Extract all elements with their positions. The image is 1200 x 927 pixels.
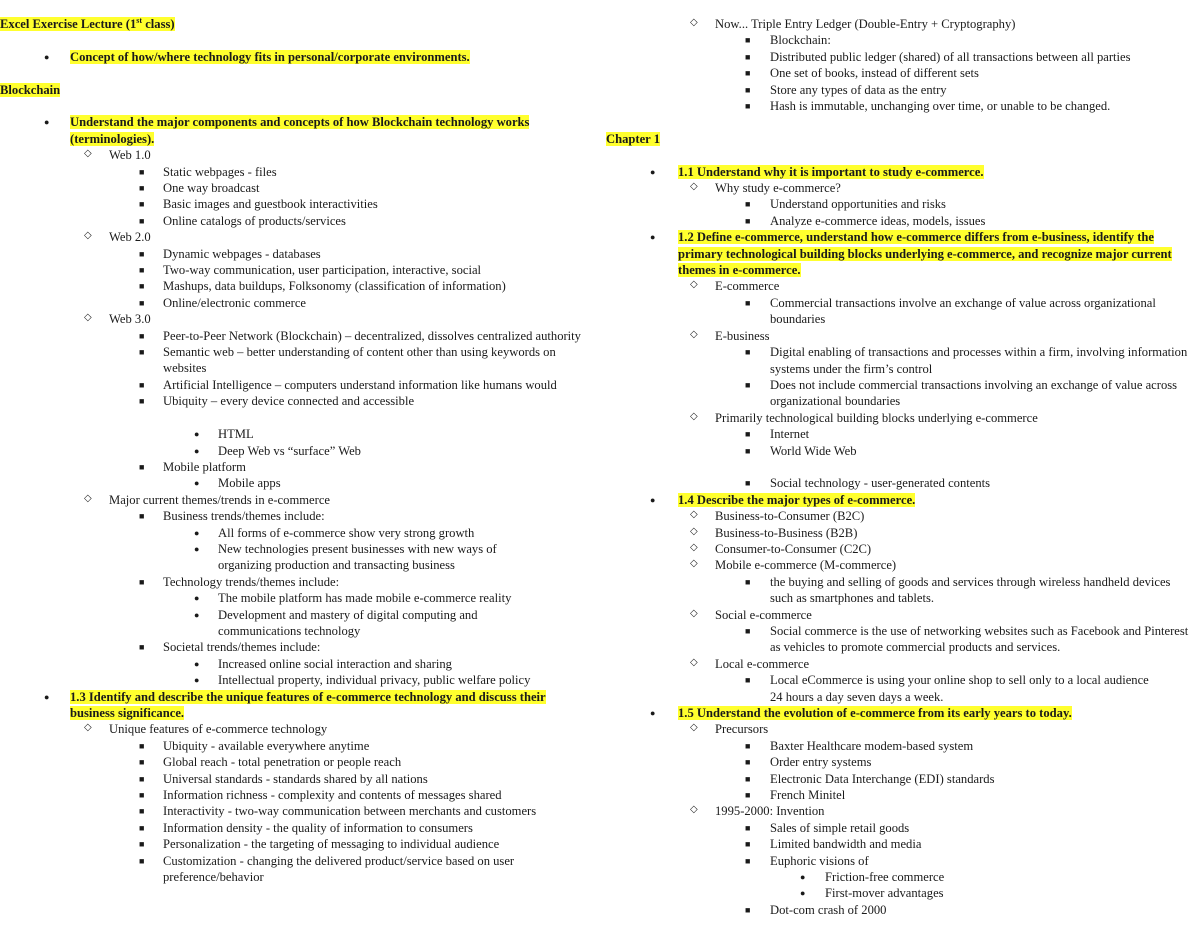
bullet-square-icon: ■ bbox=[139, 215, 145, 226]
bullet-square-icon: ■ bbox=[745, 429, 751, 440]
ebusiness-item: ◇ E-business bbox=[690, 328, 770, 343]
bullet-square-icon: ■ bbox=[745, 215, 751, 226]
list-item: ■ Hash is immutable, unchanging over time, or unable to be changed. bbox=[745, 99, 1111, 114]
list-item: ● HTML bbox=[194, 427, 254, 442]
bullet-square-icon: ■ bbox=[139, 642, 145, 653]
list-item: ■ Sales of simple retail goods bbox=[745, 820, 910, 835]
list-item: ◇ Mobile e-commerce (M-commerce) bbox=[690, 558, 897, 573]
bullet-diamond-icon: ◇ bbox=[690, 17, 698, 28]
bullet-dot-icon: ● bbox=[650, 232, 656, 243]
left-column bbox=[0, 16, 592, 885]
bullet-dot-icon: ● bbox=[194, 658, 200, 669]
bullet-square-icon: ■ bbox=[139, 806, 145, 817]
trends-item: ◇ Major current themes/trends in e-commerce bbox=[84, 492, 330, 507]
bullet-square-icon: ■ bbox=[139, 330, 145, 341]
list-item: ● Development and mastery of digital computing and communications technology bbox=[194, 607, 478, 638]
bullet-dot-icon: ● bbox=[194, 593, 200, 604]
list-item: ● Mobile apps bbox=[194, 476, 281, 491]
bullet-square-icon: ■ bbox=[745, 347, 751, 358]
bullet-square-icon: ■ bbox=[745, 199, 751, 210]
bullet-square-icon: ■ bbox=[745, 855, 751, 866]
list-item: ■ Blockchain: bbox=[745, 33, 831, 48]
bullet-square-icon: ■ bbox=[745, 379, 751, 390]
bullet-dot-icon: ● bbox=[650, 708, 656, 719]
bullet-square-icon: ■ bbox=[745, 757, 751, 768]
list-item: ■ Customization - changing the delivered product/service based on user preference/behavior bbox=[139, 853, 515, 885]
bullet-dot-icon: ● bbox=[194, 478, 200, 489]
bullet-diamond-icon: ◇ bbox=[690, 607, 698, 619]
bullet-square-icon: ■ bbox=[745, 740, 751, 751]
bullet-square-icon: ■ bbox=[745, 51, 751, 62]
bullet-dot-icon: ● bbox=[194, 543, 200, 554]
list-item: ■ World Wide Web bbox=[745, 443, 857, 458]
list-item: ■ Personalization - the targeting of messaging to individual audience bbox=[139, 837, 500, 852]
blocks-item: ◇ Primarily technological building blocks underlying e-commerce bbox=[690, 410, 1038, 425]
bullet-diamond-icon: ◇ bbox=[690, 804, 698, 816]
bullet-square-icon: ■ bbox=[139, 166, 145, 177]
list-item: ■ Local eCommerce is using your online shop to sell only to a local audience 24 hours a day seven days a week. bbox=[745, 673, 1149, 704]
bullet-square-icon: ■ bbox=[139, 822, 145, 833]
bullet-square-icon: ■ bbox=[745, 773, 751, 784]
bullet-dot-icon: ● bbox=[800, 872, 806, 883]
social-item: ◇ Social e-commerce bbox=[690, 607, 812, 622]
bullet-square-icon: ■ bbox=[139, 183, 145, 194]
bullet-square-icon: ■ bbox=[745, 478, 751, 489]
chapter-header: Chapter 1 bbox=[606, 131, 660, 146]
list-item: ● All forms of e-commerce show very strong growth bbox=[194, 525, 475, 540]
list-item: ● New technologies present businesses with new ways of organizing production and transacting business bbox=[194, 541, 497, 573]
section-1-4: ● 1.4 Describe the major types of e-commerce. bbox=[650, 492, 916, 507]
list-item: ■ Dot-com crash of 2000 bbox=[745, 902, 887, 917]
bullet-dot-icon: ● bbox=[44, 691, 50, 702]
bullet-diamond-icon: ◇ bbox=[690, 181, 698, 193]
list-item: ◇ Business-to-Business (B2B) bbox=[690, 525, 858, 540]
bullet-square-icon: ■ bbox=[139, 757, 145, 768]
lecture-title: Excel Exercise Lecture (1st class) bbox=[0, 15, 175, 31]
bullet-dot-icon: ● bbox=[650, 166, 656, 177]
list-item: ■ Mobile platform bbox=[139, 459, 246, 474]
bullet-dot-icon: ● bbox=[800, 888, 806, 899]
list-item: ■ Analyze e-commerce ideas, models, issues bbox=[745, 213, 986, 228]
list-item: ■ Societal trends/themes include: bbox=[139, 640, 321, 655]
bullet-square-icon: ■ bbox=[745, 625, 751, 636]
bullet-square-icon: ■ bbox=[745, 576, 751, 587]
list-item: ■ Static webpages - files bbox=[139, 164, 277, 179]
list-item: ■ Artificial Intelligence – computers understand information like humans would bbox=[139, 377, 557, 392]
bullet-diamond-icon: ◇ bbox=[690, 656, 698, 668]
list-item: ■ Electronic Data Interchange (EDI) standards bbox=[745, 771, 995, 786]
bullet-square-icon: ■ bbox=[139, 297, 145, 308]
understand-item: ● Understand the major components and concepts of how Blockchain technology works (terminologies). bbox=[44, 115, 530, 146]
list-item: ■ Digital enabling of transactions and processes within a firm, involving information systems under the firm’s control bbox=[745, 345, 1188, 376]
list-item: ■ Limited bandwidth and media bbox=[745, 837, 922, 852]
bullet-dot-icon: ● bbox=[194, 445, 200, 456]
list-item: ● Increased online social interaction and sharing bbox=[194, 656, 452, 671]
bullet-square-icon: ■ bbox=[139, 839, 145, 850]
bullet-square-icon: ■ bbox=[139, 265, 145, 276]
bullet-square-icon: ■ bbox=[745, 839, 751, 850]
list-item: ■ Ubiquity – every device connected and accessible bbox=[139, 394, 415, 409]
bullet-square-icon: ■ bbox=[139, 379, 145, 390]
bullet-square-icon: ■ bbox=[139, 248, 145, 259]
bullet-dot-icon: ● bbox=[194, 609, 200, 620]
bullet-square-icon: ■ bbox=[745, 297, 751, 308]
list-item: ■ Store any types of data as the entry bbox=[745, 82, 947, 97]
list-item: ◇ Consumer-to-Consumer (C2C) bbox=[690, 541, 872, 556]
list-item: ■ Online catalogs of products/services bbox=[139, 213, 346, 228]
list-item: ● Friction-free commerce bbox=[800, 870, 945, 885]
bullet-square-icon: ■ bbox=[745, 822, 751, 833]
list-item: ■ Commercial transactions involve an exchange of value across organizational boundaries bbox=[745, 295, 1156, 327]
list-item: ■ Business trends/themes include: bbox=[139, 509, 325, 524]
bullet-square-icon: ■ bbox=[139, 199, 145, 210]
invention-item: ◇ 1995-2000: Invention bbox=[690, 804, 825, 819]
list-item: ■ Basic images and guestbook interactivities bbox=[139, 197, 378, 212]
why-item: ◇ Why study e-commerce? bbox=[690, 181, 841, 196]
precursors-item: ◇ Precursors bbox=[690, 722, 769, 737]
bullet-square-icon: ■ bbox=[745, 35, 751, 46]
bullet-diamond-icon: ◇ bbox=[690, 279, 698, 291]
unique-item: ◇ Unique features of e-commerce technology bbox=[84, 722, 328, 737]
ecommerce-item: ◇ E-commerce bbox=[690, 279, 780, 294]
list-item: ■ Interactivity - two-way communication between merchants and customers bbox=[139, 804, 537, 819]
bullet-square-icon: ■ bbox=[139, 461, 145, 472]
bullet-square-icon: ■ bbox=[745, 84, 751, 95]
list-item: ■ One way broadcast bbox=[139, 181, 260, 196]
list-item: ■ Semantic web – better understanding of content other than using keywords on websites bbox=[139, 345, 556, 376]
list-item: ■ Peer-to-Peer Network (Blockchain) – decentralized, dissolves centralized authority bbox=[139, 328, 581, 343]
section-1-5: ● 1.5 Understand the evolution of e-commerce from its early years to today. bbox=[650, 706, 1072, 721]
bullet-square-icon: ■ bbox=[139, 281, 145, 292]
list-item: ■ Internet bbox=[745, 427, 810, 442]
bullet-square-icon: ■ bbox=[139, 347, 145, 358]
bullet-dot-icon: ● bbox=[194, 429, 200, 440]
bullet-square-icon: ■ bbox=[745, 445, 751, 456]
list-item: ■ Online/electronic commerce bbox=[139, 295, 307, 310]
bullet-square-icon: ■ bbox=[745, 675, 751, 686]
bullet-dot-icon: ● bbox=[194, 527, 200, 538]
bullet-diamond-icon: ◇ bbox=[690, 558, 698, 570]
bullet-diamond-icon: ◇ bbox=[690, 525, 698, 537]
bullet-diamond-icon: ◇ bbox=[84, 230, 92, 242]
list-item: ■ Euphoric visions of bbox=[745, 853, 869, 868]
list-item: ■ Does not include commercial transactions involving an exchange of value across organizational boundaries bbox=[745, 377, 1178, 409]
bullet-square-icon: ■ bbox=[745, 101, 751, 112]
list-item: ■ the buying and selling of goods and services through wireless handheld devices such as smartphones and tablets. bbox=[745, 574, 1171, 606]
web2-item: ◇ Web 2.0 bbox=[84, 230, 151, 245]
list-item: ● Intellectual property, individual privacy, public welfare policy bbox=[194, 673, 531, 688]
bullet-dot-icon: ● bbox=[44, 117, 50, 128]
bullet-square-icon: ■ bbox=[139, 773, 145, 784]
list-item: ■ Information richness - complexity and contents of messages shared bbox=[139, 788, 502, 803]
bullet-square-icon: ■ bbox=[139, 576, 145, 587]
section-1-3: ● 1.3 Identify and describe the unique features of e-commerce technology and discuss their business significance. bbox=[44, 689, 546, 720]
bullet-diamond-icon: ◇ bbox=[84, 148, 92, 160]
bullet-square-icon: ■ bbox=[139, 855, 145, 866]
triple-item: ◇ Now... Triple Entry Ledger (Double-Entry + Cryptography) bbox=[690, 17, 1016, 31]
list-item: ■ Baxter Healthcare modem-based system bbox=[745, 738, 974, 753]
list-item: ● First-mover advantages bbox=[800, 886, 944, 901]
concept-item: ● Concept of how/where technology fits in personal/corporate environments. bbox=[44, 49, 470, 64]
bullet-diamond-icon: ◇ bbox=[690, 722, 698, 734]
bullet-square-icon: ■ bbox=[139, 790, 145, 801]
bullet-diamond-icon: ◇ bbox=[84, 492, 92, 504]
bullet-dot-icon: ● bbox=[194, 675, 200, 686]
bullet-diamond-icon: ◇ bbox=[690, 328, 698, 340]
list-item: ■ Order entry systems bbox=[745, 755, 872, 770]
list-item: ● The mobile platform has made mobile e-commerce reality bbox=[194, 591, 512, 606]
list-item: ■ Social technology - user-generated contents bbox=[745, 476, 991, 491]
bullet-diamond-icon: ◇ bbox=[690, 410, 698, 422]
list-item: ● Deep Web vs “surface” Web bbox=[194, 443, 361, 458]
list-item: ■ Understand opportunities and risks bbox=[745, 197, 946, 212]
list-item: ■ Ubiquity - available everywhere anytime bbox=[139, 738, 370, 753]
blockchain-header: Blockchain bbox=[0, 82, 61, 97]
list-item: ■ One set of books, instead of different sets bbox=[745, 66, 979, 81]
bullet-square-icon: ■ bbox=[745, 904, 751, 915]
section-1-1: ● 1.1 Understand why it is important to study e-commerce. bbox=[650, 164, 984, 179]
bullet-square-icon: ■ bbox=[139, 740, 145, 751]
web1-item: ◇ Web 1.0 bbox=[84, 148, 151, 163]
list-item: ■ Technology trends/themes include: bbox=[139, 574, 340, 589]
bullet-diamond-icon: ◇ bbox=[84, 722, 92, 734]
list-item: ■ Dynamic webpages - databases bbox=[139, 246, 321, 261]
right-column bbox=[606, 16, 1200, 918]
bullet-square-icon: ■ bbox=[745, 68, 751, 79]
list-item: ◇ Business-to-Consumer (B2C) bbox=[690, 509, 865, 524]
web3-item: ◇ Web 3.0 bbox=[84, 312, 151, 327]
list-item: ■ Global reach - total penetration or people reach bbox=[139, 755, 402, 770]
bullet-square-icon: ■ bbox=[139, 396, 145, 407]
list-item: ■ Information density - the quality of information to consumers bbox=[139, 820, 473, 835]
bullet-square-icon: ■ bbox=[139, 511, 145, 522]
section-1-2: ● 1.2 Define e-commerce, understand how e-commerce differs from e-business, identify the primary technological building blocks underlying e-commerce, and recognize major current themes in e-commerce. bbox=[650, 230, 1172, 278]
bullet-diamond-icon: ◇ bbox=[690, 509, 698, 521]
list-item: ■ Distributed public ledger (shared) of all transactions between all parties bbox=[745, 49, 1131, 64]
list-item: ■ Social commerce is the use of networking websites such as Facebook and Pinterest as vehicles to promote commercial products and services. bbox=[745, 623, 1189, 655]
bullet-square-icon: ■ bbox=[745, 790, 751, 801]
bullet-diamond-icon: ◇ bbox=[84, 312, 92, 324]
bullet-diamond-icon: ◇ bbox=[690, 541, 698, 553]
bullet-dot-icon: ● bbox=[44, 51, 50, 62]
list-item: ■ Mashups, data buildups, Folksonomy (classification of information) bbox=[139, 279, 506, 294]
bullet-dot-icon: ● bbox=[650, 494, 656, 505]
local-item: ◇ Local e-commerce bbox=[690, 656, 810, 671]
list-item: ■ Universal standards - standards shared by all nations bbox=[139, 771, 428, 786]
list-item: ■ Two-way communication, user participation, interactive, social bbox=[139, 263, 482, 278]
list-item: ■ French Minitel bbox=[745, 788, 846, 803]
